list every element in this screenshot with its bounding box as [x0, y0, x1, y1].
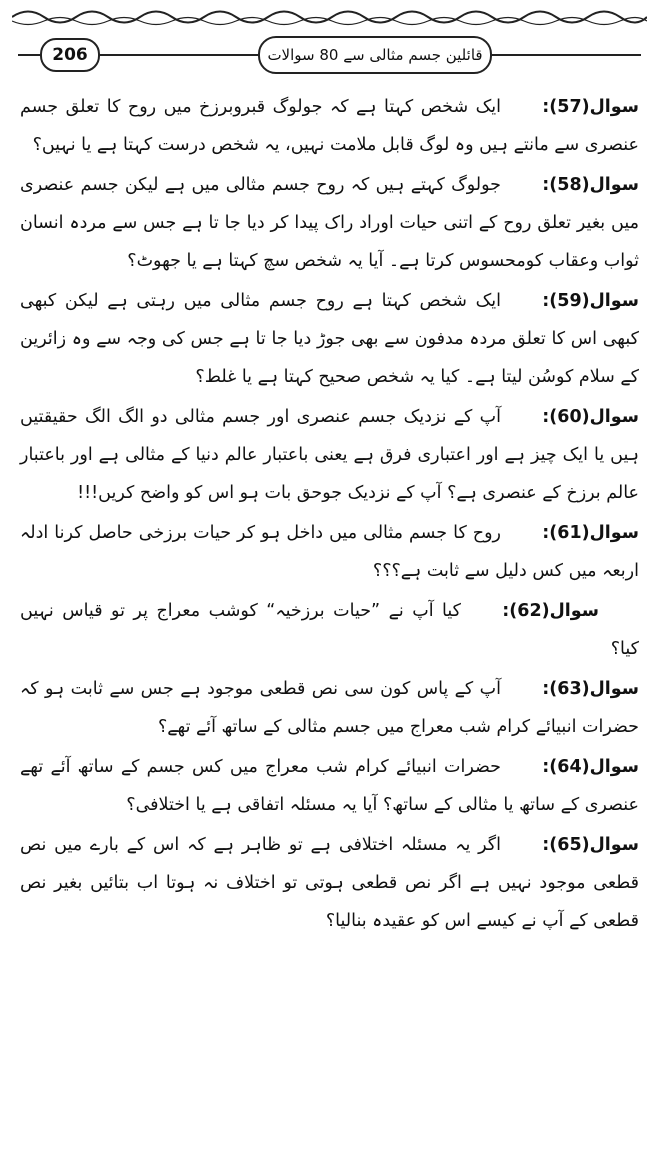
question-label: سوال(63):: [542, 679, 639, 699]
question-60: [20, 398, 639, 512]
question-text: آپ کے پاس کون سی نص قطعی موجود ہے جس سے ثابت ہو کہ حضرات انبیائے کرام شب معراج میں جسم مثالی کے ساتھ آئے تھے؟: [20, 679, 639, 737]
question-text: ایک شخص کہتا ہے روح جسم مثالی میں رہتی ہے لیکن کبھی کبھی اس کا تعلق مردہ مدفون سے بھی جوڑ دیا جا تا ہے جس کی وجہ سے وہ زائرین کے سلام کوسُن لیتا ہے۔ کیا یہ شخص صحیح کہتا ہے یا غلط؟: [20, 291, 639, 387]
page-number: 206: [40, 38, 100, 72]
question-label: سوال(58):: [542, 175, 639, 195]
question-label: سوال(61):: [542, 523, 639, 543]
question-label: سوال(65):: [542, 835, 639, 855]
question-text: اگر یہ مسئلہ اختلافی ہے تو ظاہر ہے کہ اس کے بارے میں نص قطعی موجود نہیں ہے اگر نص قطعی ہوتی تو اختلاف نہ ہوتا اب بتائیں بغیر نص قطعی کے آپ نے کیسے اس کو عقیدہ بنالیا؟: [20, 835, 639, 931]
question-58: [20, 166, 639, 280]
question-text: آپ کے نزدیک جسم عنصری اور جسم مثالی دو الگ الگ حقیقتیں ہیں یا ایک چیز ہے اور اعتباری فرق ہے یعنی باعتبار عالم دنیا کے مثالی ہے اور باعتبار عالم برزخ کے عنصری ہے؟ آپ کے نزدیک جوحق بات ہو اس کو واضح کریں!!!: [20, 407, 639, 503]
question-label: سوال(62):: [502, 601, 599, 621]
question-text: کیا آپ نے ”حیات برزخیہ“ کوشب معراج پر تو قیاس نہیں کیا؟: [20, 601, 639, 659]
question-text: ایک شخص کہتا ہے کہ جولوگ قبروبرزخ میں روح کا تعلق جسم عنصری سے مانتے ہیں وہ لوگ قابل ملامت نہیں، یہ شخص درست کہتا ہے یا نہیں؟: [20, 97, 639, 155]
page-header: [18, 34, 641, 74]
question-text: حضرات انبیائے کرام شب معراج میں کس جسم کے ساتھ آئے تھے عنصری کے ساتھ یا مثالی کے ساتھ؟ آیا یہ مسئلہ اتفاقی ہے یا اختلافی؟: [20, 757, 639, 815]
running-title: قائلین جسم مثالی سے 80 سوالات: [258, 36, 492, 74]
question-label: سوال(60):: [542, 407, 639, 427]
question-64: [20, 748, 639, 824]
question-59: [20, 282, 639, 396]
question-label: سوال(64):: [542, 757, 639, 777]
top-ornament-border: [12, 6, 647, 28]
question-62: [20, 592, 639, 668]
question-63: [20, 670, 639, 746]
questions-list: [20, 88, 639, 942]
question-label: سوال(57):: [542, 97, 639, 117]
question-61: [20, 514, 639, 590]
question-text: روح کا جسم مثالی میں داخل ہو کر حیات برزخی حاصل کرنا ادلہ اربعہ میں کس دلیل سے ثابت ہے؟؟؟: [20, 523, 639, 581]
question-text: جولوگ کہتے ہیں کہ روح جسم مثالی میں ہے لیکن جسم عنصری میں بغیر تعلق روح کے اتنی حیات اوراد راک پیدا کر دیا جا تا ہے جس سے مردہ انسان ثواب وعقاب کومحسوس کرتا ہے۔ آیا یہ شخص سچ کہتا ہے یا جھوٹ؟: [20, 175, 639, 271]
question-57: [20, 88, 639, 164]
question-65: [20, 826, 639, 940]
question-label: سوال(59):: [542, 291, 639, 311]
